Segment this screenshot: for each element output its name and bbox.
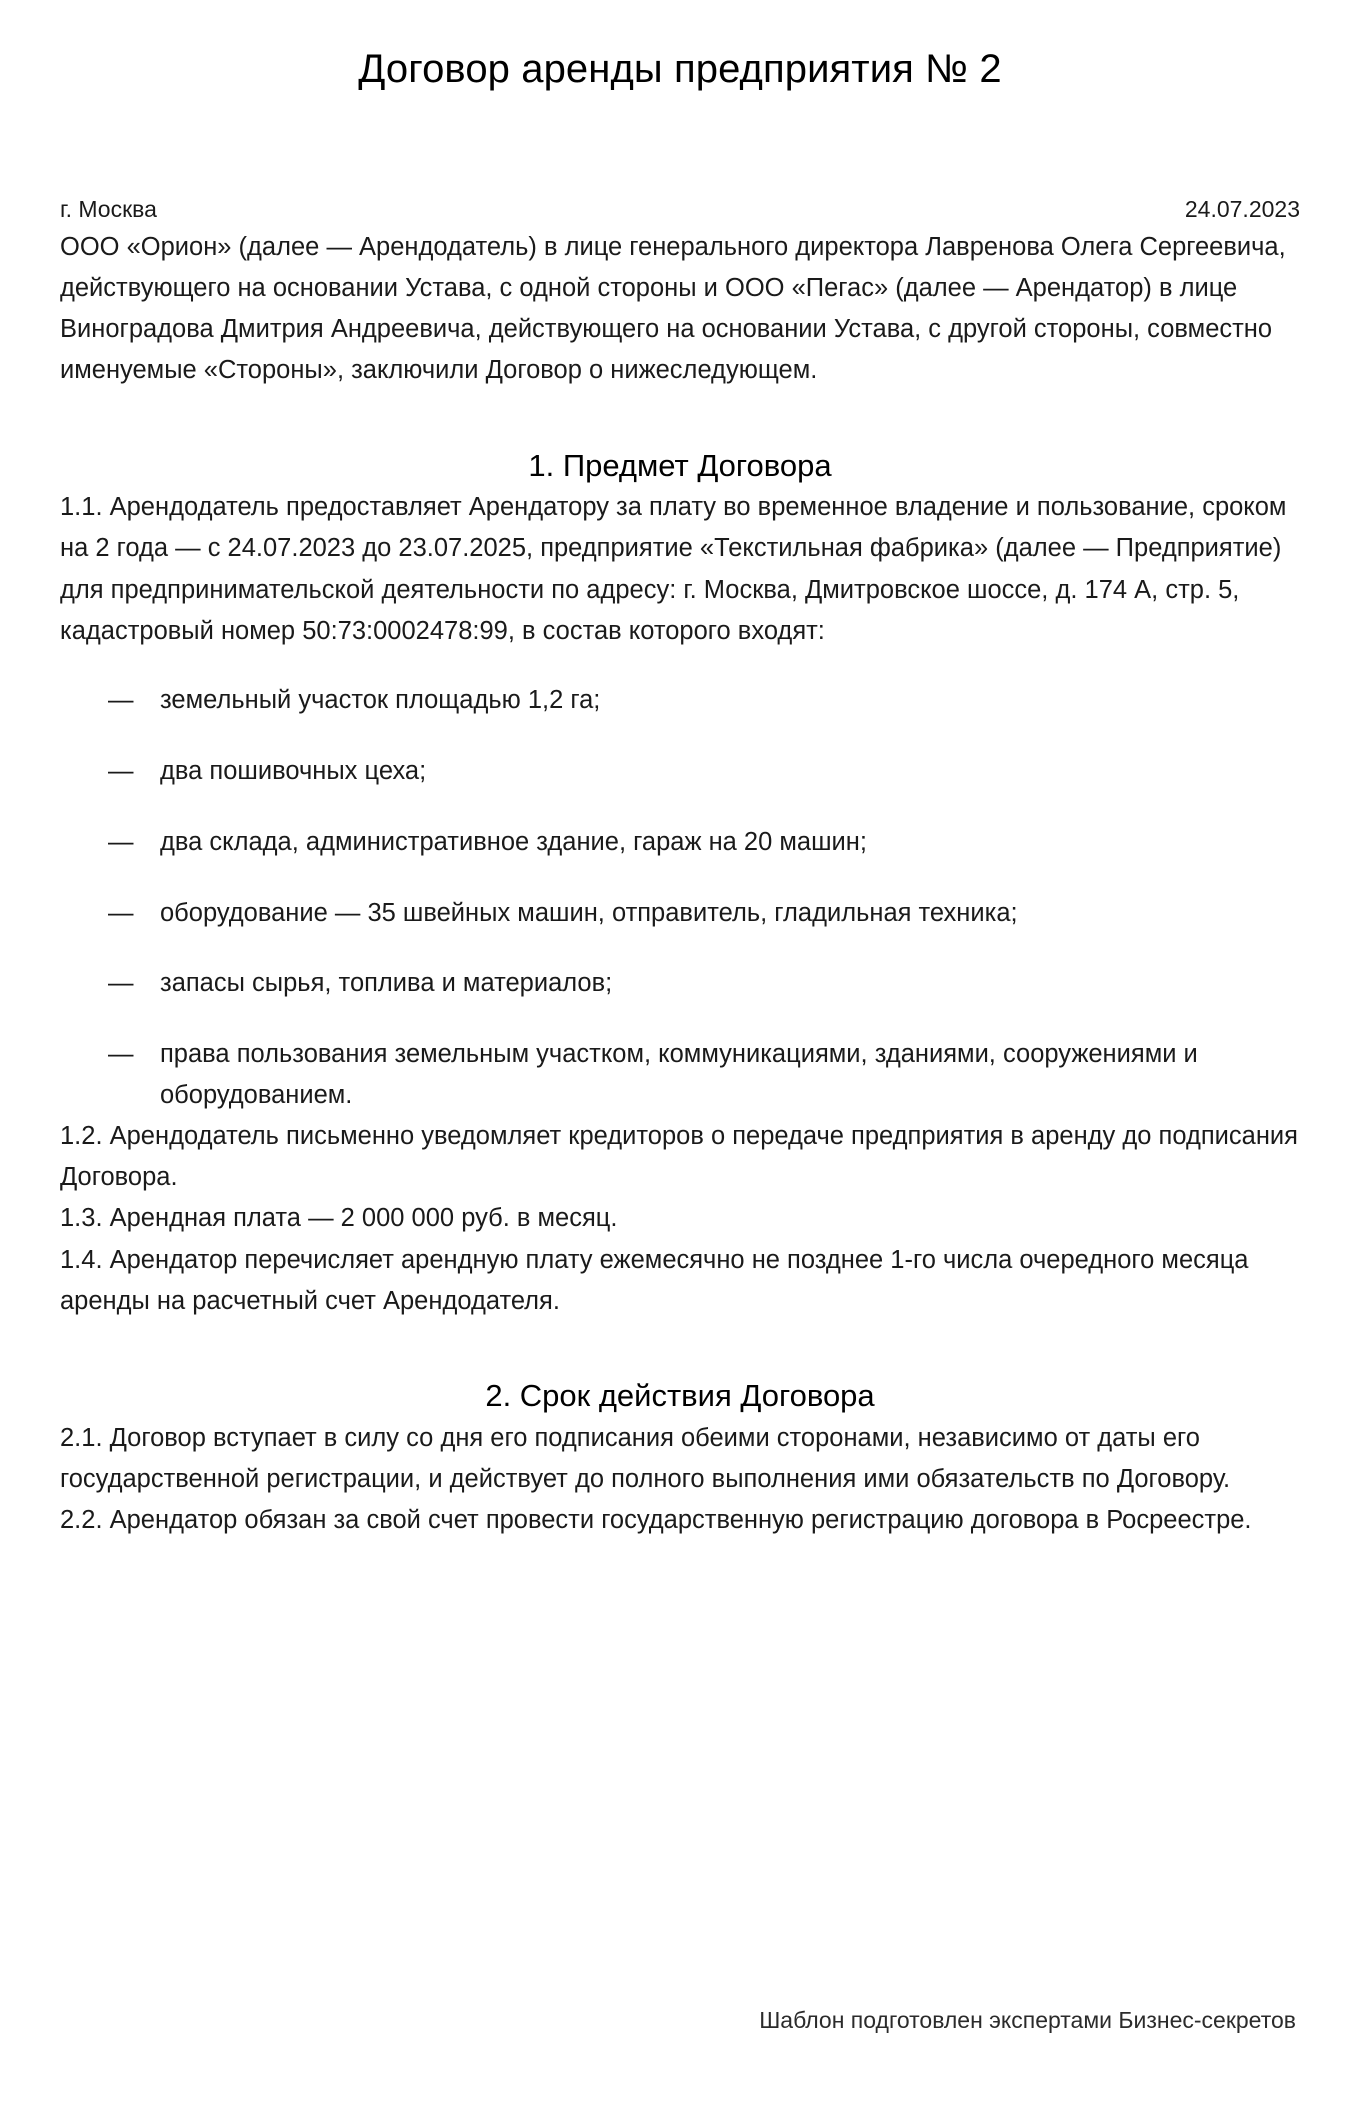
dash-bullet-icon: — (108, 898, 134, 927)
list-item (108, 680, 1268, 721)
document-meta-row (60, 192, 1300, 227)
list-item-label: оборудование — 35 швейных машин, отправитель, гладильная техника; (160, 898, 1018, 927)
list-item (108, 893, 1268, 934)
dash-bullet-icon: — (108, 827, 134, 856)
list-item (108, 1034, 1268, 1116)
clause-1-4: 1.4. Арендатор перечисляет арендную плату ежемесячно не позднее 1-го числа очередного месяца аренды на расчетный счет Арендодателя. (60, 1245, 1249, 1316)
list-item-label: права пользования земельным участком, коммуникациями, зданиями, сооружениями и оборудованием. (160, 1040, 1198, 1110)
intro-paragraph: ООО «Орион» (далее — Арендодатель) в лице генерального директора Лавренова Олега Сергеевича, действующего на основании Устава, с одной стороны и ООО «Пегас» (далее — Арендатор) в лице Виноградова Дмитрия Андреевича, действующего на основании Устава, с другой стороны, совместно именуемые «Стороны», заключили Договор о нижеследующем. (60, 232, 1286, 385)
page-title: Договор аренды предприятия № 2 (358, 47, 1002, 91)
list-item (108, 963, 1268, 1004)
dash-bullet-icon: — (108, 686, 134, 715)
dash-bullet-icon: — (108, 757, 134, 786)
list-item-label: два склада, административное здание, гараж на 20 машин; (160, 827, 867, 856)
clause-1-1: 1.1. Арендодатель предоставляет Арендатору за плату во временное владение и пользование, сроком на 2 года — с 24.07.2023 до 23.07.2025, предприятие «Текстильная фабрика» (далее — Предприятие) для предпринимательской деятельности по адресу: г. Москва, Дмитровское шоссе, д. 174 А, стр. 5, кадастровый номер 50:73:0002478:99, в состав которого входят: (60, 493, 1287, 645)
clause-2-2: 2.2. Арендатор обязан за свой счет провести государственную регистрацию договора в Росреестре. (60, 1506, 1252, 1535)
section-heading-1: 1. Предмет Договора (528, 447, 832, 483)
section-heading-2: 2. Срок действия Договора (485, 1378, 875, 1414)
clause-1-3: 1.3. Арендная плата — 2 000 000 руб. в месяц. (60, 1204, 618, 1233)
clause-1-2: 1.2. Арендодатель письменно уведомляет кредиторов о передаче предприятия в аренду до подписания Договора. (60, 1121, 1298, 1192)
dash-bullet-icon: — (108, 969, 134, 998)
list-item (108, 751, 1268, 792)
footer-note: Шаблон подготовлен экспертами Бизнес-секретов (759, 2006, 1296, 2033)
city-label: г. Москва (60, 196, 157, 222)
list-item-label: запасы сырья, топлива и материалов; (160, 969, 613, 998)
clause-2-1: 2.1. Договор вступает в силу со дня его подписания обеими сторонами, независимо от даты его государственной регистрации, и действует до полного выполнения ими обязательств по Договору. (60, 1423, 1231, 1494)
asset-list (60, 680, 1300, 1116)
list-item-label: два пошивочных цеха; (160, 757, 427, 786)
list-item (108, 822, 1268, 863)
date-label: 24.07.2023 (1184, 196, 1300, 222)
dash-bullet-icon: — (108, 1040, 134, 1069)
list-item-label: земельный участок площадью 1,2 га; (160, 686, 601, 715)
